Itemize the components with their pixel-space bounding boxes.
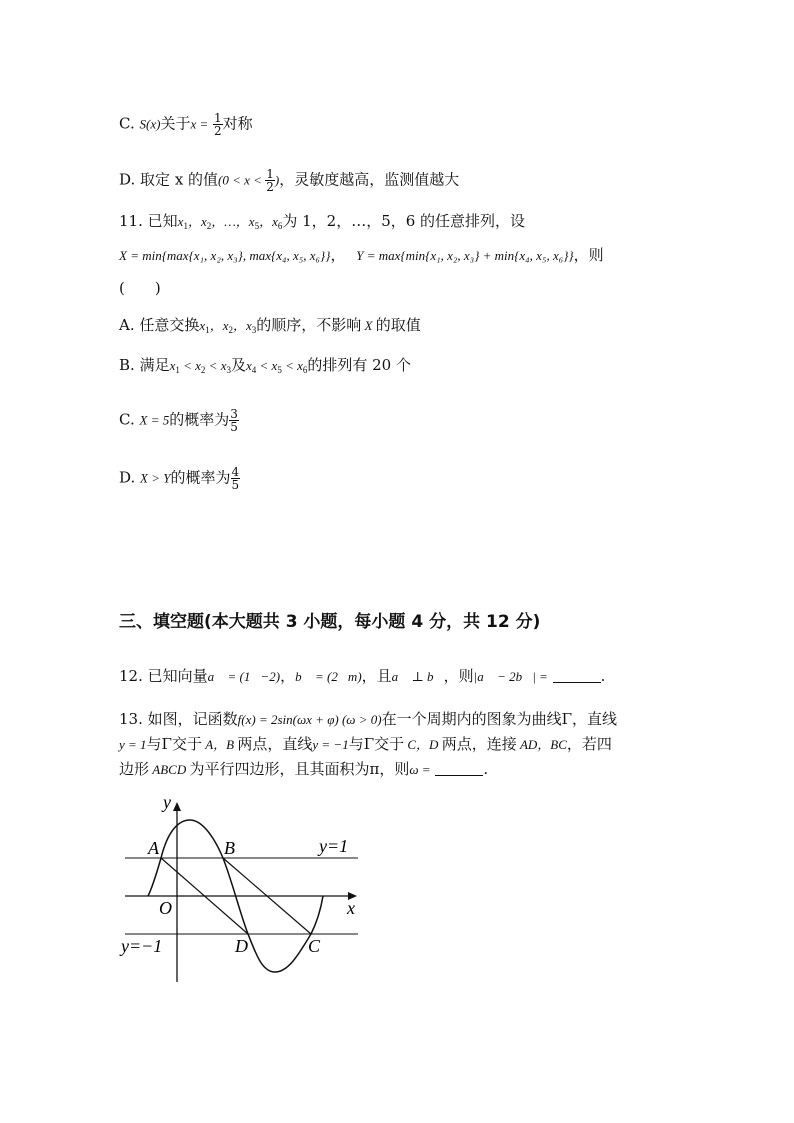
label-origin: O	[159, 898, 172, 918]
answer-paren: ( )	[119, 279, 161, 297]
label-point-a: A	[148, 838, 159, 858]
q11-stem-line2: X = min{max{x₁, x₂, x₃}, max{x₄, x₅, x₆}}， Y = max{min{x₁, x₂, x₃} + min{x₄, x₅, x₆}}，则	[119, 246, 604, 264]
q10-option-d: D. 取定 x 的值(0 < x < $\frac{1}{2}$ )，灵敏度越高，监测值越大	[119, 167, 460, 194]
math-norm: |a⃗ − 2b⃗| =	[473, 669, 548, 684]
math-vector-b: b⃗ = (2，m)	[295, 669, 362, 684]
sine-graph-figure	[115, 792, 365, 987]
q10-option-c: C. S(x)关于x = $\frac{1}{2}$ 对称	[119, 111, 253, 138]
q13-stem-line2: y = 1与Γ交于 A，B 两点，直线y = −1与Γ交于 C，D 两点，连接 AD，BC，若四	[119, 735, 612, 753]
label-point-b: B	[224, 838, 235, 858]
answer-blank[interactable]	[553, 668, 601, 683]
q11-option-c: C. X = 5的概率为 $\frac{3}{5}$	[119, 407, 238, 434]
math-ineq-1: $x_1 < x_2 < x_3$	[169, 358, 231, 375]
fraction-four-fifths: $\frac{4}{5}$	[231, 465, 240, 492]
label-y-axis: y	[163, 792, 171, 812]
q11-option-b: B. 满足$x_1 < x_2 < x_3$及$x_4 < x_5 < x_6$的排列有 20 个	[119, 356, 411, 375]
label-y-eq-neg1: y=−1	[121, 936, 163, 956]
math-x-list: $x_1$，$x_2$，…，$x_5$，$x_6$	[177, 214, 283, 231]
q13-stem-line1: 13. 如图，记函数f(x) = 2sin(ωx + φ) (ω > 0)在一个周期内的图象为曲线Γ，直线	[119, 710, 617, 728]
math-s-of-x: S(x)	[139, 116, 161, 132]
q13-stem-line3: 边形 ABCD 为平行四边形，且其面积为π，则ω = .	[119, 760, 489, 778]
y-axis-arrow-icon	[173, 802, 181, 811]
math-X-definition: X = min{max{x₁, x₂, x₃}, max{x₄, x₅, x₆}}	[119, 248, 331, 263]
label-point-c: C	[308, 936, 321, 956]
math-vector-a: a⃗ = (1，−2)	[207, 669, 281, 684]
math-ineq-2: $x_4 < x_5 < x_6$	[245, 358, 308, 375]
math-x-eq: x =	[190, 116, 209, 132]
q12-stem: 12. 已知向量a⃗ = (1，−2)，b⃗ = (2，m)，且a⃗ ⊥ b⃗，则|a⃗ − 2b⃗| = .	[119, 667, 606, 685]
label-point-d: D	[235, 936, 248, 956]
label-y-eq-1: y=1	[319, 836, 349, 856]
math-perp: a⃗ ⊥ b⃗	[391, 669, 444, 684]
math-Y-definition: Y = max{min{x₁, x₂, x₃} + min{x₄, x₅, x₆}}	[356, 248, 574, 263]
fraction-one-half: $\frac{1}{2}$	[214, 111, 222, 138]
fraction-three-fifths: $\frac{3}{5}$	[230, 407, 238, 434]
q11-option-d: D. X > Y的概率为 $\frac{4}{5}$	[119, 465, 240, 492]
q11-option-a: A. 任意交换$x_1$，$x_2$，$x_3$的顺序，不影响 X 的取值	[119, 316, 421, 335]
q11-stem-line1: 11. 已知$x_1$，$x_2$，…，$x_5$，$x_6$为 1，2，…，5，6 的任意排列，设	[119, 212, 526, 231]
math-function: f(x) = 2sin(ωx + φ) (ω > 0)	[237, 712, 382, 727]
answer-blank[interactable]	[435, 761, 483, 776]
math-x123: $x_1$，$x_2$，$x_3$	[199, 318, 257, 335]
section-title: 三、填空题(本大题共 3 小题，每小题 4 分，共 12 分)	[119, 612, 541, 632]
fraction-one-half: $\frac{1}{2}$	[266, 167, 274, 194]
label-x-axis: x	[347, 898, 355, 918]
math-x-range: (0 < x <	[218, 172, 266, 188]
